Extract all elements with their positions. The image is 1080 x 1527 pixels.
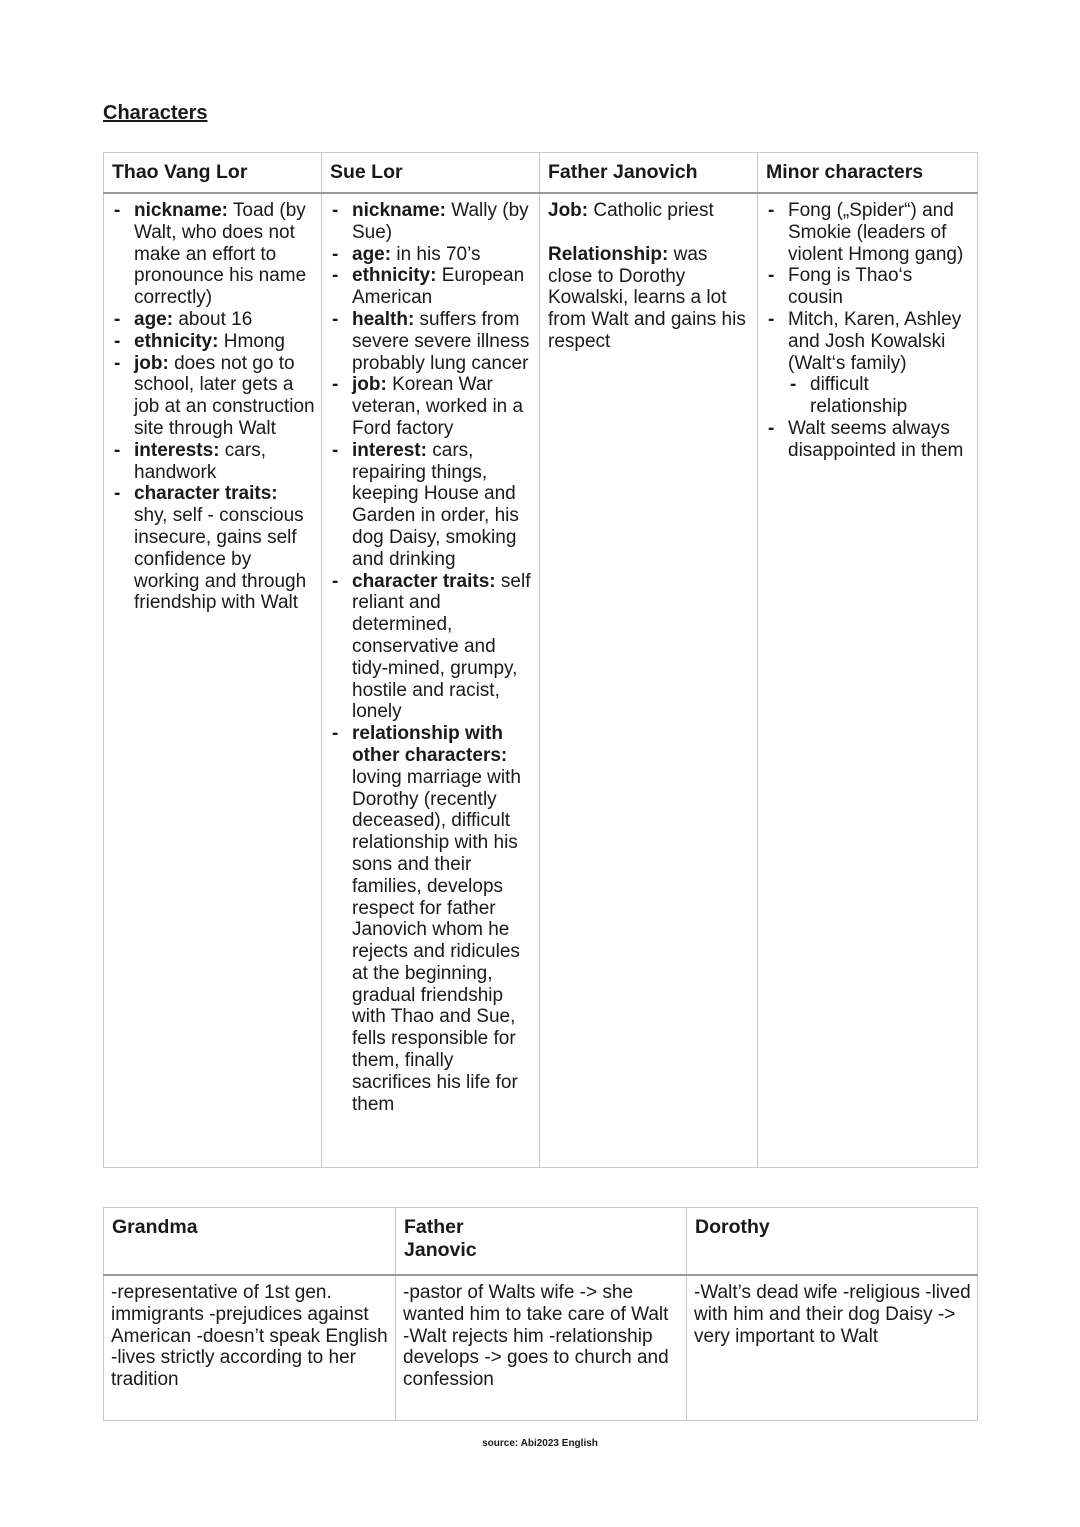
list-item <box>352 723 533 1115</box>
header-sue: Sue Lor <box>322 153 540 194</box>
item-label: character traits: <box>134 483 278 505</box>
item-label: age: <box>352 243 392 265</box>
item-label: age: <box>134 308 174 330</box>
relationship-label: Relationship: <box>548 243 669 265</box>
item-label: nickname: <box>134 200 228 221</box>
dorothy-cell: -Walt’s dead wife -religious -lived with him and their dog Daisy -> very important to Walt <box>687 1275 978 1421</box>
other-characters-table <box>103 1207 978 1421</box>
janovich-job <box>548 200 751 222</box>
list-item: - Walt seems always disappointed in them <box>788 418 971 462</box>
list-item <box>352 374 533 439</box>
item-text: suffers from severe severe illness probably lung cancer <box>352 308 530 374</box>
item-text: Korean War veteran, worked in a Ford factory <box>352 374 524 439</box>
sue-cell <box>322 193 540 1168</box>
list-item <box>352 265 533 309</box>
item-label: health: <box>352 308 415 330</box>
sub-list <box>788 374 971 418</box>
item-text: cars, repairing things, keeping House and Garden in order, his dog Daisy, smoking and drinking <box>352 439 519 570</box>
job-label: Job: <box>548 200 589 221</box>
job-text: Catholic priest <box>588 200 714 221</box>
thao-cell <box>104 193 322 1168</box>
header-dorothy: Dorothy <box>687 1208 978 1276</box>
source-note: source: Abi2023 English <box>482 1438 598 1449</box>
item-label: job: <box>352 374 387 396</box>
item-label: interests: <box>134 439 220 461</box>
list-item <box>352 200 533 244</box>
list-item <box>134 353 315 440</box>
item-label: ethnicity: <box>134 330 219 352</box>
item-label: nickname: <box>352 200 446 221</box>
list-item: - Fong is Thao‘s cousin <box>788 265 971 309</box>
list-item <box>352 309 533 374</box>
relationship-text: was close to Dorothy Kowalski, learns a lot from Walt and gains his respect <box>548 243 746 352</box>
item-label: job: <box>134 352 169 374</box>
page-title: Characters <box>103 102 208 124</box>
item-label: character traits: <box>352 570 496 592</box>
header-grandma: Grandma <box>104 1208 396 1276</box>
minor-list <box>766 200 971 462</box>
table-header-row <box>104 1208 978 1276</box>
item-text: about 16 <box>173 308 253 330</box>
item-text: shy, self - conscious insecure, gains self confidence by working and through friendship with Walt <box>134 505 307 614</box>
item-text: self reliant and determined, conservative and tidy-mined, grumpy, hostile and racist, lonely <box>352 570 531 723</box>
list-item <box>788 309 971 418</box>
list-item: - Fong („Spider“) and Smokie (leaders of violent Hmong gang) <box>788 200 971 265</box>
list-item <box>352 244 533 266</box>
item-text: in his 70’s <box>391 243 481 265</box>
list-item <box>352 571 533 724</box>
item-label: ethnicity: <box>352 265 437 287</box>
item-label: interest: <box>352 439 427 461</box>
item-text: Wally (by Sue) <box>352 200 529 243</box>
item-text: European American <box>352 265 525 309</box>
father-janovic-cell: -pastor of Walts wife -> she wanted him to take care of Walt -Walt rejects him -relationship develops -> goes to church and confession <box>396 1275 687 1421</box>
list-item <box>134 483 315 614</box>
item-text: does not go to school, later gets a job at an construction site through Walt <box>134 352 315 439</box>
list-item <box>134 309 315 331</box>
table-row <box>104 193 978 1168</box>
header-janovich: Father Janovich <box>540 153 758 194</box>
header-minor: Minor characters <box>758 153 978 194</box>
table-row <box>104 1275 978 1421</box>
item-text: Mitch, Karen, Ashley and Josh Kowalski (Walt‘s family) <box>788 308 962 374</box>
grandma-cell: -representative of 1st gen. immigrants -prejudices against American -doesn’t speak English -lives strictly according to her tradition <box>104 1275 396 1421</box>
item-text: cars, handwork <box>134 439 266 483</box>
list-item <box>134 200 315 309</box>
item-label: relationship with other characters: <box>352 723 508 766</box>
janovich-relationship <box>548 244 751 353</box>
list-item: - difficult relationship <box>810 374 971 418</box>
sue-list <box>330 200 533 1115</box>
header-father-janovic: Father Janovic <box>396 1208 687 1276</box>
thao-list <box>112 200 315 614</box>
list-item <box>352 440 533 571</box>
janovich-cell <box>540 193 758 1168</box>
item-text: loving marriage with Dorothy (recently deceased), difficult relationship with his sons and their families, develops respect for father Janovich whom he rejects and ridicules at the beginning, gradual friendship with Thao and Sue, fells responsible for them, finally sacrifices his life for them <box>352 766 521 1115</box>
item-text: Hmong <box>218 330 285 352</box>
table-header-row <box>104 153 978 194</box>
minor-cell <box>758 193 978 1168</box>
characters-table <box>103 152 978 1168</box>
list-item <box>134 331 315 353</box>
header-thao: Thao Vang Lor <box>104 153 322 194</box>
item-text: Toad (by Walt, who does not make an effort to pronounce his name correctly) <box>134 200 307 309</box>
list-item <box>134 440 315 484</box>
